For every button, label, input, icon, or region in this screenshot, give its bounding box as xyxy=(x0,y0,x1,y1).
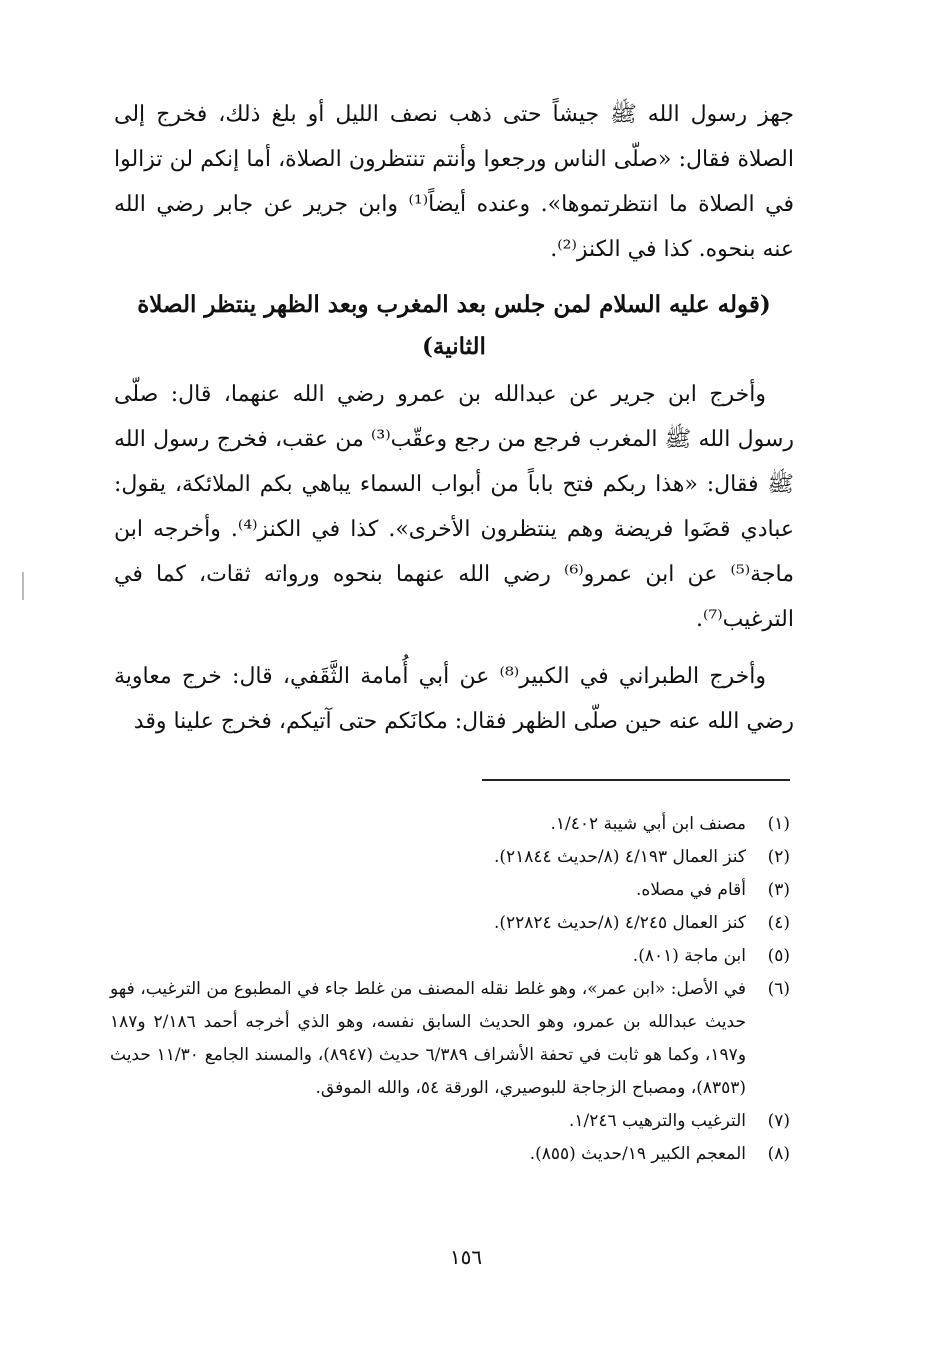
footnote-text: الترغيب والترهيب ١/٢٤٦. xyxy=(568,1111,746,1131)
paragraph-3: وأخرج الطبراني في الكبير⁽⁸⁾ عن أبي أُمامة الثَّقَفي، قال: خرج معاوية رضي الله عنه حين صلّى الظهر فقال: مكانَكم حتى آتيكم، فخرج علينا وقد xyxy=(114,664,794,734)
section-heading: (قوله عليه السلام لمن جلس بعد المغرب وبعد الظهر ينتظر الصلاة الثانية) xyxy=(137,291,771,360)
footnote-number: (٤) xyxy=(767,913,790,933)
footnote-text: ابن ماجة (٨٠١). xyxy=(632,946,746,966)
footnote-number: (٨) xyxy=(767,1144,790,1164)
footnote-text: في الأصل: «ابن عمر»، وهو غلط نقله المصنف من غلط جاء في المطبوع من الترغيب، فهو حديث عبدالله بن عمرو، وهو الحديث السابق نفسه، وهو الذي أخرجه أحمد ٢/١٨٦ و١٨٧ و١٩٧، وكما هو ثابت في تحفة الأشراف ٦/٣٨٩ حديث (٨٩٤٧)، والمسند الجامع ١١/٣٠ حديث (٨٣٥٣)، ومصباح الزجاجة للبوصيري، الورقة ٥٤، والله الموفق. xyxy=(110,979,747,1098)
footnote-divider xyxy=(482,779,790,781)
paragraph-1: جهز رسول الله ﷺ جيشاً حتى ذهب نصف الليل أو بلغ ذلك، فخرج إلى الصلاة فقال: «صلّى الناس ورجعوا وأنتم تنتظرون الصلاة، أما إنكم لن تزالوا في الصلاة ما انتظرتموها». وعنده أيضاً⁽¹⁾ وابن جرير عن جابر رضي الله عنه بنحوه. كذا في الكنز⁽²⁾. xyxy=(114,102,794,262)
footnote-item xyxy=(110,808,790,841)
footnote-text: المعجم الكبير ١٩/حديث (٨٥٥). xyxy=(529,1144,746,1164)
footnote-item xyxy=(110,1138,790,1171)
footnote-item xyxy=(110,1105,790,1138)
footnote-number: (١) xyxy=(767,814,790,834)
footnote-text: كنز العمال ٤/١٩٣ (٨/حديث ٢١٨٤٤). xyxy=(493,847,746,867)
footnote-text: كنز العمال ٤/٢٤٥ (٨/حديث ٢٢٨٢٤). xyxy=(493,913,746,933)
footnotes xyxy=(110,808,790,1171)
scan-artifact-mark xyxy=(22,572,24,600)
main-text xyxy=(114,92,794,744)
footnote-number: (٥) xyxy=(767,946,790,966)
footnote-item xyxy=(110,841,790,874)
footnote-number: (٧) xyxy=(767,1111,790,1131)
paragraph-gap xyxy=(114,642,794,654)
footnote-number: (٦) xyxy=(767,979,790,999)
footnote-item xyxy=(110,940,790,973)
footnote-item xyxy=(110,874,790,907)
paragraph-2: وأخرج ابن جرير عن عبدالله بن عمرو رضي الله عنهما، قال: صلّى رسول الله ﷺ المغرب فرجع من رجع وعقّب⁽³⁾ من عقب، فخرج رسول الله ﷺ فقال: «هذا ربكم فتح باباً من أبواب السماء يباهي بكم الملائكة، يقول: عبادي قضَوا فريضة وهم ينتظرون الأخرى». كذا في الكنز⁽⁴⁾. وأخرجه ابن ماجة⁽⁵⁾ عن ابن عمرو⁽⁶⁾ رضي الله عنهما بنحوه ورواته ثقات، كما في الترغيب⁽⁷⁾. xyxy=(114,382,795,632)
footnote-text: أقام في مصلاه. xyxy=(636,880,746,900)
footnote-text: مصنف ابن أبي شيبة ١/٤٠٢. xyxy=(550,814,746,834)
footnote-number: (٣) xyxy=(767,880,790,900)
footnote-item xyxy=(110,973,790,1105)
page-number: ١٥٦ xyxy=(449,1245,483,1269)
footnote-number: (٢) xyxy=(767,847,790,867)
footnote-item xyxy=(110,907,790,940)
